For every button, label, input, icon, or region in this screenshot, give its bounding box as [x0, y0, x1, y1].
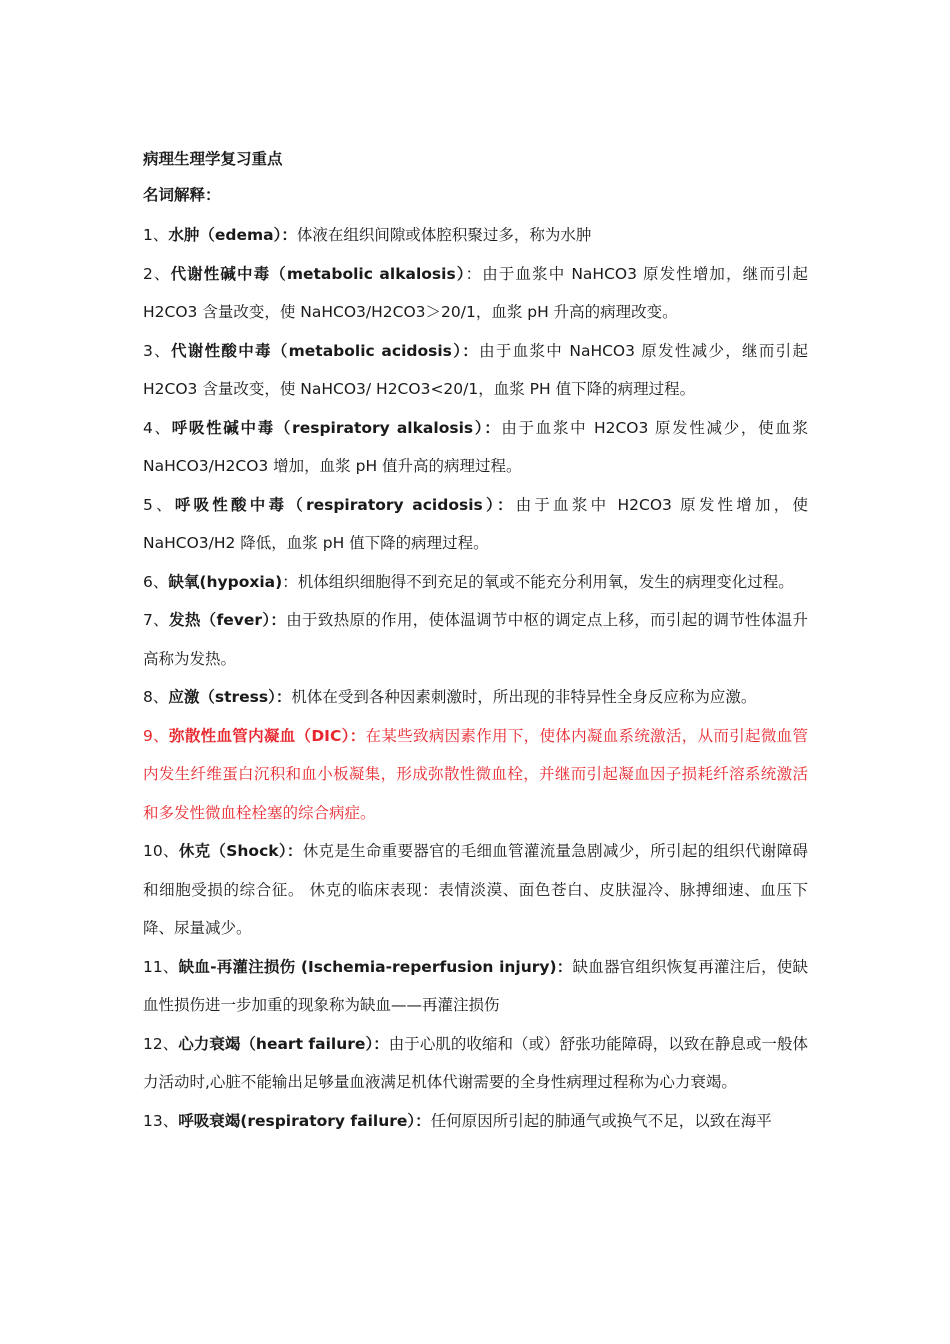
- definition-entry: 7、发热（fever）：由于致热原的作用，使体温调节中枢的调定点上移，而引起的调节性体温升高称为发热。: [143, 611, 808, 668]
- definition-entry: 3、代谢性酸中毒（metabolic acidosis）：由于血浆中 NaHCO3 原发性减少，继而引起 H2CO3 含量改变，使 NaHCO3/ H2CO3<20/1，血浆 PH 值下降的病理过程。: [143, 341, 808, 398]
- definition-entry: 5、呼吸性酸中毒（respiratory acidosis）：由于血浆中 H2CO3 原发性增加，使 NaHCO3/H2 降低，血浆 pH 值下降的病理过程。: [143, 495, 808, 552]
- section-heading: 名词解释：: [143, 186, 221, 204]
- definition-entry: 12、心力衰竭（heart failure）：由于心肌的收缩和（或）舒张功能障碍，以致在静息或一般体力活动时,心脏不能输出足够量血液满足机体代谢需要的全身性病理过程称为心力衰竭。: [143, 1034, 808, 1091]
- definition-entry: 4、呼吸性碱中毒（respiratory alkalosis）：由于血浆中 H2CO3 原发性减少，使血浆 NaHCO3/H2CO3 增加，血浆 pH 值升高的病理过程。: [143, 418, 808, 475]
- definition-entry: 8、应激（stress）：机体在受到各种因素刺激时，所出现的非特异性全身反应称为应激。: [143, 688, 757, 706]
- definition-entry: 2、代谢性碱中毒（metabolic alkalosis）：由于血浆中 NaHCO3 原发性增加，继而引起 H2CO3 含量改变，使 NaHCO3/H2CO3＞20/1，血浆 pH 升高的病理改变。: [143, 264, 808, 321]
- definition-entry: 1、水肿（edema）：体液在组织间隙或体腔积聚过多，称为水肿: [143, 226, 592, 244]
- definition-entry: 10、休克（Shock）：休克是生命重要器官的毛细血管灌流量急剧减少，所引起的组织代谢障碍和细胞受损的综合征。 休克的临床表现：表情淡漠、面色苍白、皮肤湿冷、脉搏细速、血压下降、尿量减少。: [143, 842, 808, 937]
- definition-entry: 6、缺氧(hypoxia)：机体组织细胞得不到充足的氧或不能充分利用氧，发生的病理变化过程。: [143, 572, 794, 591]
- document-page: [143, 148, 808, 1140]
- definition-entry: 13、呼吸衰竭(respiratory failure）：任何原因所引起的肺通气或换气不足，以致在海平: [143, 1111, 772, 1130]
- page-title: 病理生理学复习重点: [143, 150, 283, 168]
- definition-entry-highlighted: 9、弥散性血管内凝血（DIC）：在某些致病因素作用下，使体内凝血系统激活，从而引起微血管内发生纤维蛋白沉积和血小板凝集，形成弥散性微血栓，并继而引起凝血因子损耗纤溶系统激活和多发性微血栓栓塞的综合病症。: [143, 726, 808, 822]
- definition-entry: 11、缺血-再灌注损伤 (Ischemia-reperfusion injury)：缺血器官组织恢复再灌注后，使缺血性损伤进一步加重的现象称为缺血——再灌注损伤: [143, 957, 808, 1014]
